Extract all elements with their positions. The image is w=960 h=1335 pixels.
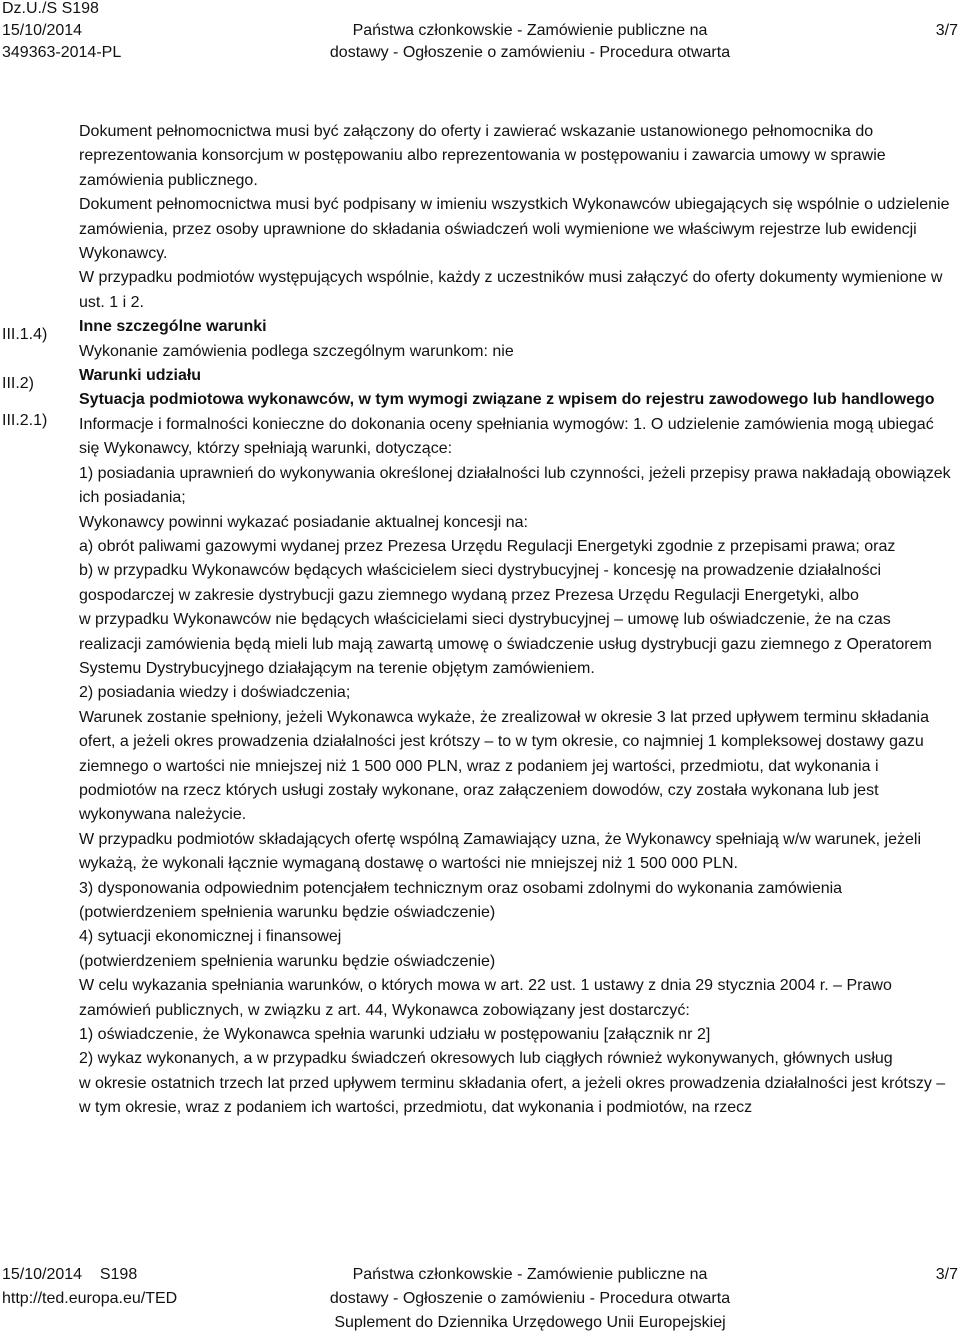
footer-url[interactable]: http://ted.europa.eu/TED	[2, 1290, 178, 1307]
footer-title-line1: Państwa członkowskie - Zamówienie publiczne na	[352, 1266, 708, 1283]
footer-series: S198	[99, 1266, 138, 1283]
heading-warunki-udzialu: Warunki udziału	[79, 367, 202, 385]
paragraph: Wykonanie zamówienia podlega szczególnym warunkom: nie	[79, 342, 514, 360]
footer-title-line2: dostawy - Ogłoszenie o zamówieniu - Procedura otwarta	[329, 1290, 731, 1307]
footer-date-series	[2, 1263, 177, 1287]
page-footer	[0, 1263, 960, 1334]
header-title-line2: dostawy - Ogłoszenie o zamówieniu - Procedura otwarta	[329, 44, 731, 61]
paragraph: b) w przypadku Wykonawców będących właścicielem sieci dystrybucyjnej - koncesję na prowadzenie działalności gospodarczej w zakresie dystrybucji gazu ziemnego wydaną przez Prezesa Urzędu Regulacji Energetyki, albo	[79, 562, 881, 604]
paragraph: Wykonawcy powinni wykazać posiadanie aktualnej koncesji na:	[79, 513, 528, 531]
section-number-iii-2: III.2)	[2, 375, 35, 392]
footer-left	[2, 1263, 177, 1311]
page-header	[0, 0, 960, 70]
paragraph: (potwierdzeniem spełnienia warunku będzie oświadczenie)	[79, 904, 496, 921]
header-page-number: 3/7	[935, 22, 958, 39]
paragraph: 2) posiadania wiedzy i doświadczenia;	[79, 684, 351, 702]
footer-title	[300, 1263, 760, 1335]
document-body	[79, 120, 957, 1121]
header-title	[300, 20, 760, 64]
heading-inne-warunki: Inne szczególne warunki	[79, 318, 267, 336]
header-date: 15/10/2014	[2, 22, 83, 39]
heading-sytuacja-podmiotowa: Sytuacja podmiotowa wykonawców, w tym wymogi związane z wpisem do rejestru zawodowego lub handlowego	[79, 391, 935, 409]
paragraph: a) obrót paliwami gazowymi wydanej przez Prezesa Urzędu Regulacji Energetyki zgodnie z przepisami prawa; oraz	[79, 537, 896, 555]
paragraph: 1) posiadania uprawnień do wykonywania określonej działalności lub czynności, jeżeli przepisy prawa nakładają obowiązek ich posiadania;	[79, 464, 951, 507]
paragraph: Dokument pełnomocnictwa musi być podpisany w imieniu wszystkich Wykonawców ubiegających się wspólnie o udzielenie zamówienia, przez osoby uprawnione do składania oświadczeń woli wymienione we właściwym rejestrze lub ewidencji Wykonawcy.	[79, 196, 950, 263]
paragraph: Warunek zostanie spełniony, jeżeli Wykonawca wykaże, że zrealizował w okresie 3 lat przed upływem terminu składania ofert, a jeżeli okres prowadzenia działalności jest krótszy – to w tym okresie, co najmniej 1 kompleksowej dostawy gazu ziemnego o wartości nie mniejszej niż 1 500 000 PLN, wraz z podaniem jej wartości, przedmiotu, dat wykonania i podmiotów na rzecz których usługi zostały wykonane, oraz załączeniem dowodów, czy została wykonana lub jest wykonywana należycie.	[79, 708, 930, 824]
section-number-iii-2-1: III.2.1)	[2, 412, 48, 429]
header-title-line1: Państwa członkowskie - Zamówienie publiczne na	[352, 22, 708, 39]
paragraph: 2) wykaz wykonanych, a w przypadku świadczeń okresowych lub ciągłych również wykonywanych, głównych usług	[79, 1050, 893, 1068]
paragraph: Dokument pełnomocnictwa musi być załączony do oferty i zawierać wskazanie ustanowionego pełnomocnika do reprezentowania konsorcjum w postępowaniu albo reprezentowania w postępowaniu i zawarcia umowy w sprawie zamówienia publicznego.	[79, 123, 886, 189]
paragraph: W przypadku podmiotów składających ofertę wspólną Zamawiający uzna, że Wykonawcy spełniają w/w warunek, jeżeli wykażą, że wykonali łącznie wymaganą dostawę o wartości nie mniejszej niż 1 500 000 PLN.	[79, 830, 922, 873]
footer-title-line3: Suplement do Dziennika Urzędowego Unii Europejskiej	[334, 1314, 726, 1331]
paragraph: 3) dysponowania odpowiednim potencjałem technicznym oraz osobami zdolnymi do wykonania zamówienia	[79, 879, 843, 897]
header-left	[2, 0, 121, 64]
paragraph: w okresie ostatnich trzech lat przed upływem terminu składania ofert, a jeżeli okres prowadzenia działalności jest krótszy – w tym okresie, wraz z podaniem ich wartości, przedmiotu, dat wykonania i podmiotów, na rzecz	[79, 1074, 946, 1117]
paragraph: W celu wykazania spełniania warunków, o których mowa w art. 22 ust. 1 ustawy z dnia 29 stycznia 2004 r. – Prawo zamówień publicznych, w związku z art. 44, Wykonawca zobowiązany jest dostarczyć:	[79, 977, 892, 1019]
paragraph: Informacje i formalności konieczne do dokonania oceny spełniania wymogów: 1. O udzielenie zamówienia mogą ubiegać się Wykonawcy, którzy spełniają warunki, dotyczące:	[79, 415, 934, 458]
paragraph: (potwierdzeniem spełnienia warunku będzie oświadczenie)	[79, 952, 496, 970]
paragraph: w przypadku Wykonawców nie będących właścicielami sieci dystrybucyjnej – umowę lub oświadczenie, że na czas realizacji zamówienia będą mieli lub mają zawartą umowę o świadczenie usług dystrybucji gazu ziemnego z Operatorem Systemu Dystrybucyjnego działającym na terenie objętym zamówieniem.	[79, 611, 932, 677]
section-number-iii-1-4: III.1.4)	[2, 326, 48, 343]
footer-date: 15/10/2014	[2, 1266, 83, 1283]
paragraph: W przypadku podmiotów występujących wspólnie, każdy z uczestników musi załączyć do oferty dokumenty wymienione w ust. 1 i 2.	[79, 269, 943, 311]
paragraph: 4) sytuacji ekonomicznej i finansowej	[79, 928, 342, 946]
notice-id: 349363-2014-PL	[2, 44, 122, 61]
footer-page-number: 3/7	[935, 1266, 958, 1283]
journal-ref: Dz.U./S S198	[2, 0, 99, 17]
paragraph: 1) oświadczenie, że Wykonawca spełnia warunki udziału w postępowaniu [załącznik nr 2]	[79, 1026, 711, 1044]
